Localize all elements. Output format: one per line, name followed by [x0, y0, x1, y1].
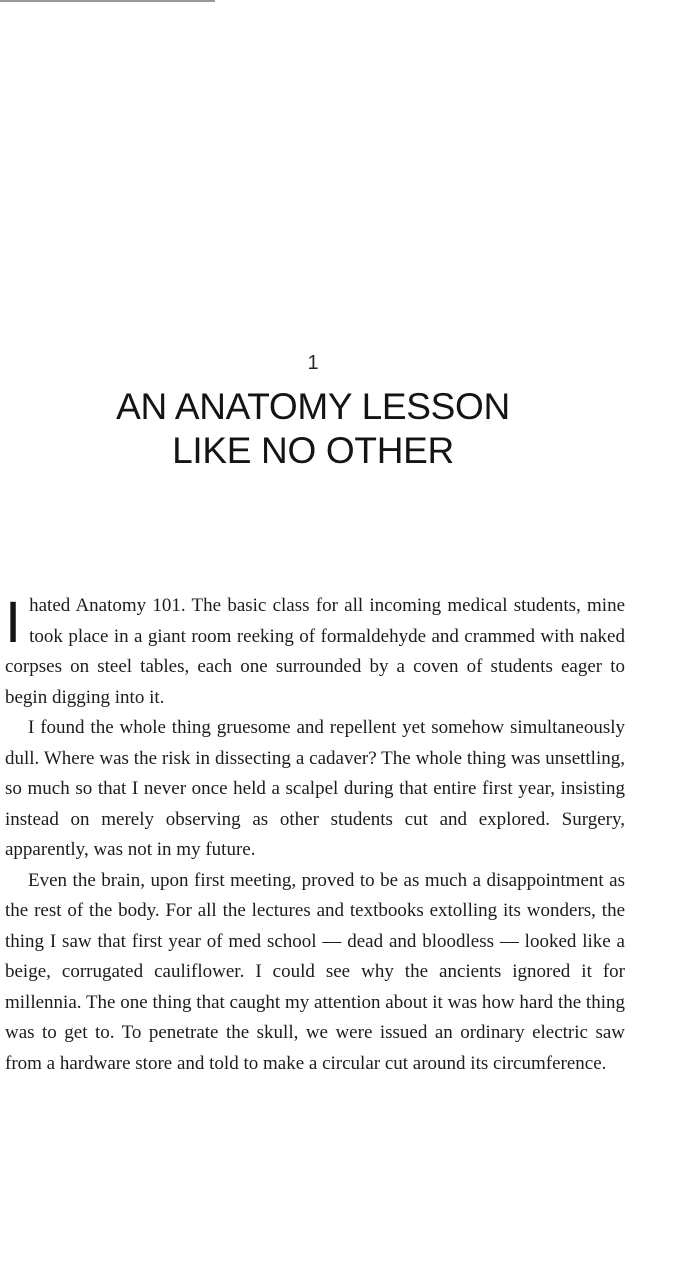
chapter-body: [5, 591, 625, 1079]
top-edge-rule: [0, 0, 215, 2]
paragraph-2: I found the whole thing gruesome and repellent yet somehow simultaneously dull. Where was the risk in dissecting a cadaver? The whole thing was unsettling, so much so that I never once held a scalpel during that entire first year, insisting instead on merely observing as other students cut and explored. Surgery, apparently, was not in my future.: [5, 717, 625, 860]
chapter-title-line-2: LIKE NO OTHER: [172, 430, 454, 471]
chapter-title: [0, 385, 626, 473]
drop-cap: I: [5, 590, 22, 655]
chapter-title-line-1: AN ANATOMY LESSON: [116, 386, 510, 427]
paragraph-1: [5, 591, 625, 713]
chapter-number: 1: [307, 352, 319, 374]
paragraph-3: Even the brain, upon first meeting, proved to be as much a disappointment as the rest of the body. For all the lectures and textbooks extolling its wonders, the thing I saw that first year of med school — dead and bloodless — looked like a beige, corrugated cauliflower. I could see why the ancients ignored it for millennia. The one thing that caught my attention about it was how hard the thing was to get to. To penetrate the skull, we were issued an ordinary electric saw from a hardware store and told to make a circular cut around its circumference.: [5, 869, 625, 1074]
paragraph-1-text: hated Anatomy 101. The basic class for all incoming medical students, mine took place in a giant room reeking of formaldehyde and crammed with naked corpses on steel tables, each one surrounded by a coven of students eager to begin digging into it.: [5, 595, 625, 708]
